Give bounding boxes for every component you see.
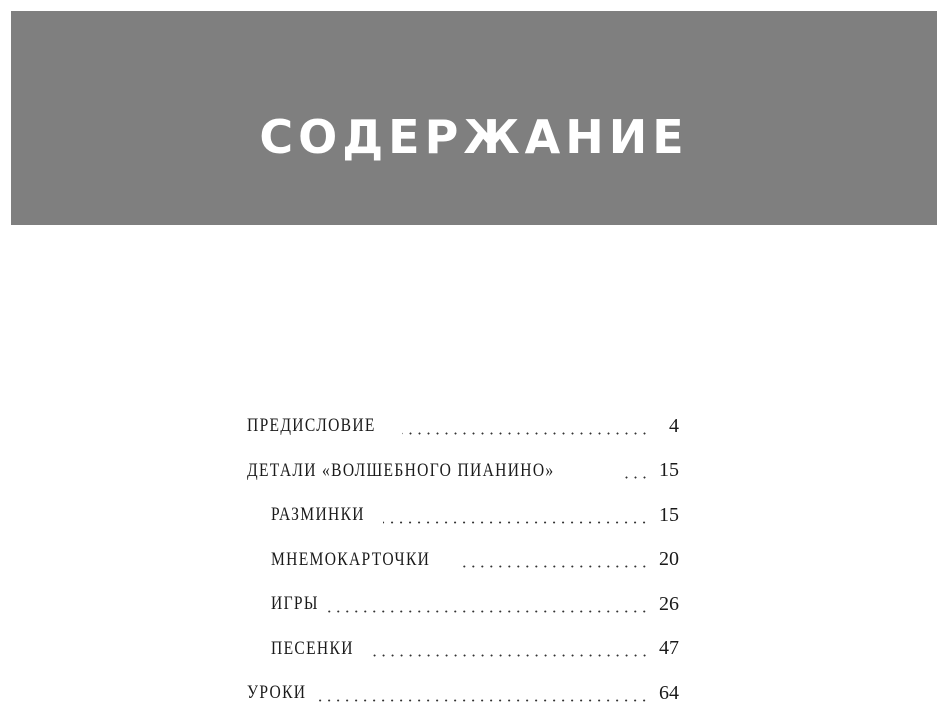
dot-leader bbox=[402, 432, 649, 435]
toc-entry-mnemocards[interactable] bbox=[247, 538, 679, 583]
toc-page-number: 26 bbox=[659, 592, 679, 615]
table-of-contents bbox=[247, 404, 679, 716]
dot-leader bbox=[383, 521, 649, 524]
toc-entry-label: ДЕТАЛИ «ВОЛШЕБНОГО ПИАНИНО» bbox=[247, 459, 555, 481]
toc-entry-label: МНЕМОКАРТОЧКИ bbox=[271, 548, 431, 570]
toc-entry-label: ИГРЫ bbox=[271, 593, 319, 615]
toc-page-number: 15 bbox=[659, 503, 679, 526]
dot-leader bbox=[317, 699, 649, 702]
toc-entry-magic-piano-details[interactable] bbox=[247, 449, 679, 494]
toc-page-number: 15 bbox=[659, 459, 679, 482]
toc-entry-lessons[interactable] bbox=[247, 671, 679, 716]
toc-page-number: 20 bbox=[659, 548, 679, 571]
toc-page-number: 4 bbox=[669, 414, 679, 437]
page-title: СОДЕРЖАНИЕ bbox=[259, 110, 689, 164]
toc-entry-songs[interactable] bbox=[247, 627, 679, 672]
toc-entry-label: РАЗМИНКИ bbox=[271, 504, 365, 526]
toc-entry-label: УРОКИ bbox=[247, 682, 307, 704]
dot-leader bbox=[620, 476, 649, 479]
header-banner bbox=[11, 11, 937, 225]
dot-leader bbox=[370, 654, 649, 657]
toc-entry-preface[interactable] bbox=[247, 404, 679, 449]
toc-entry-games[interactable] bbox=[247, 582, 679, 627]
dot-leader bbox=[327, 610, 649, 613]
toc-entry-label: ПРЕДИСЛОВИЕ bbox=[247, 415, 376, 437]
dot-leader bbox=[463, 565, 649, 568]
toc-entry-warmups[interactable] bbox=[247, 493, 679, 538]
toc-entry-label: ПЕСЕНКИ bbox=[271, 637, 354, 659]
toc-page-number: 47 bbox=[659, 637, 679, 660]
toc-page-number: 64 bbox=[659, 681, 679, 704]
